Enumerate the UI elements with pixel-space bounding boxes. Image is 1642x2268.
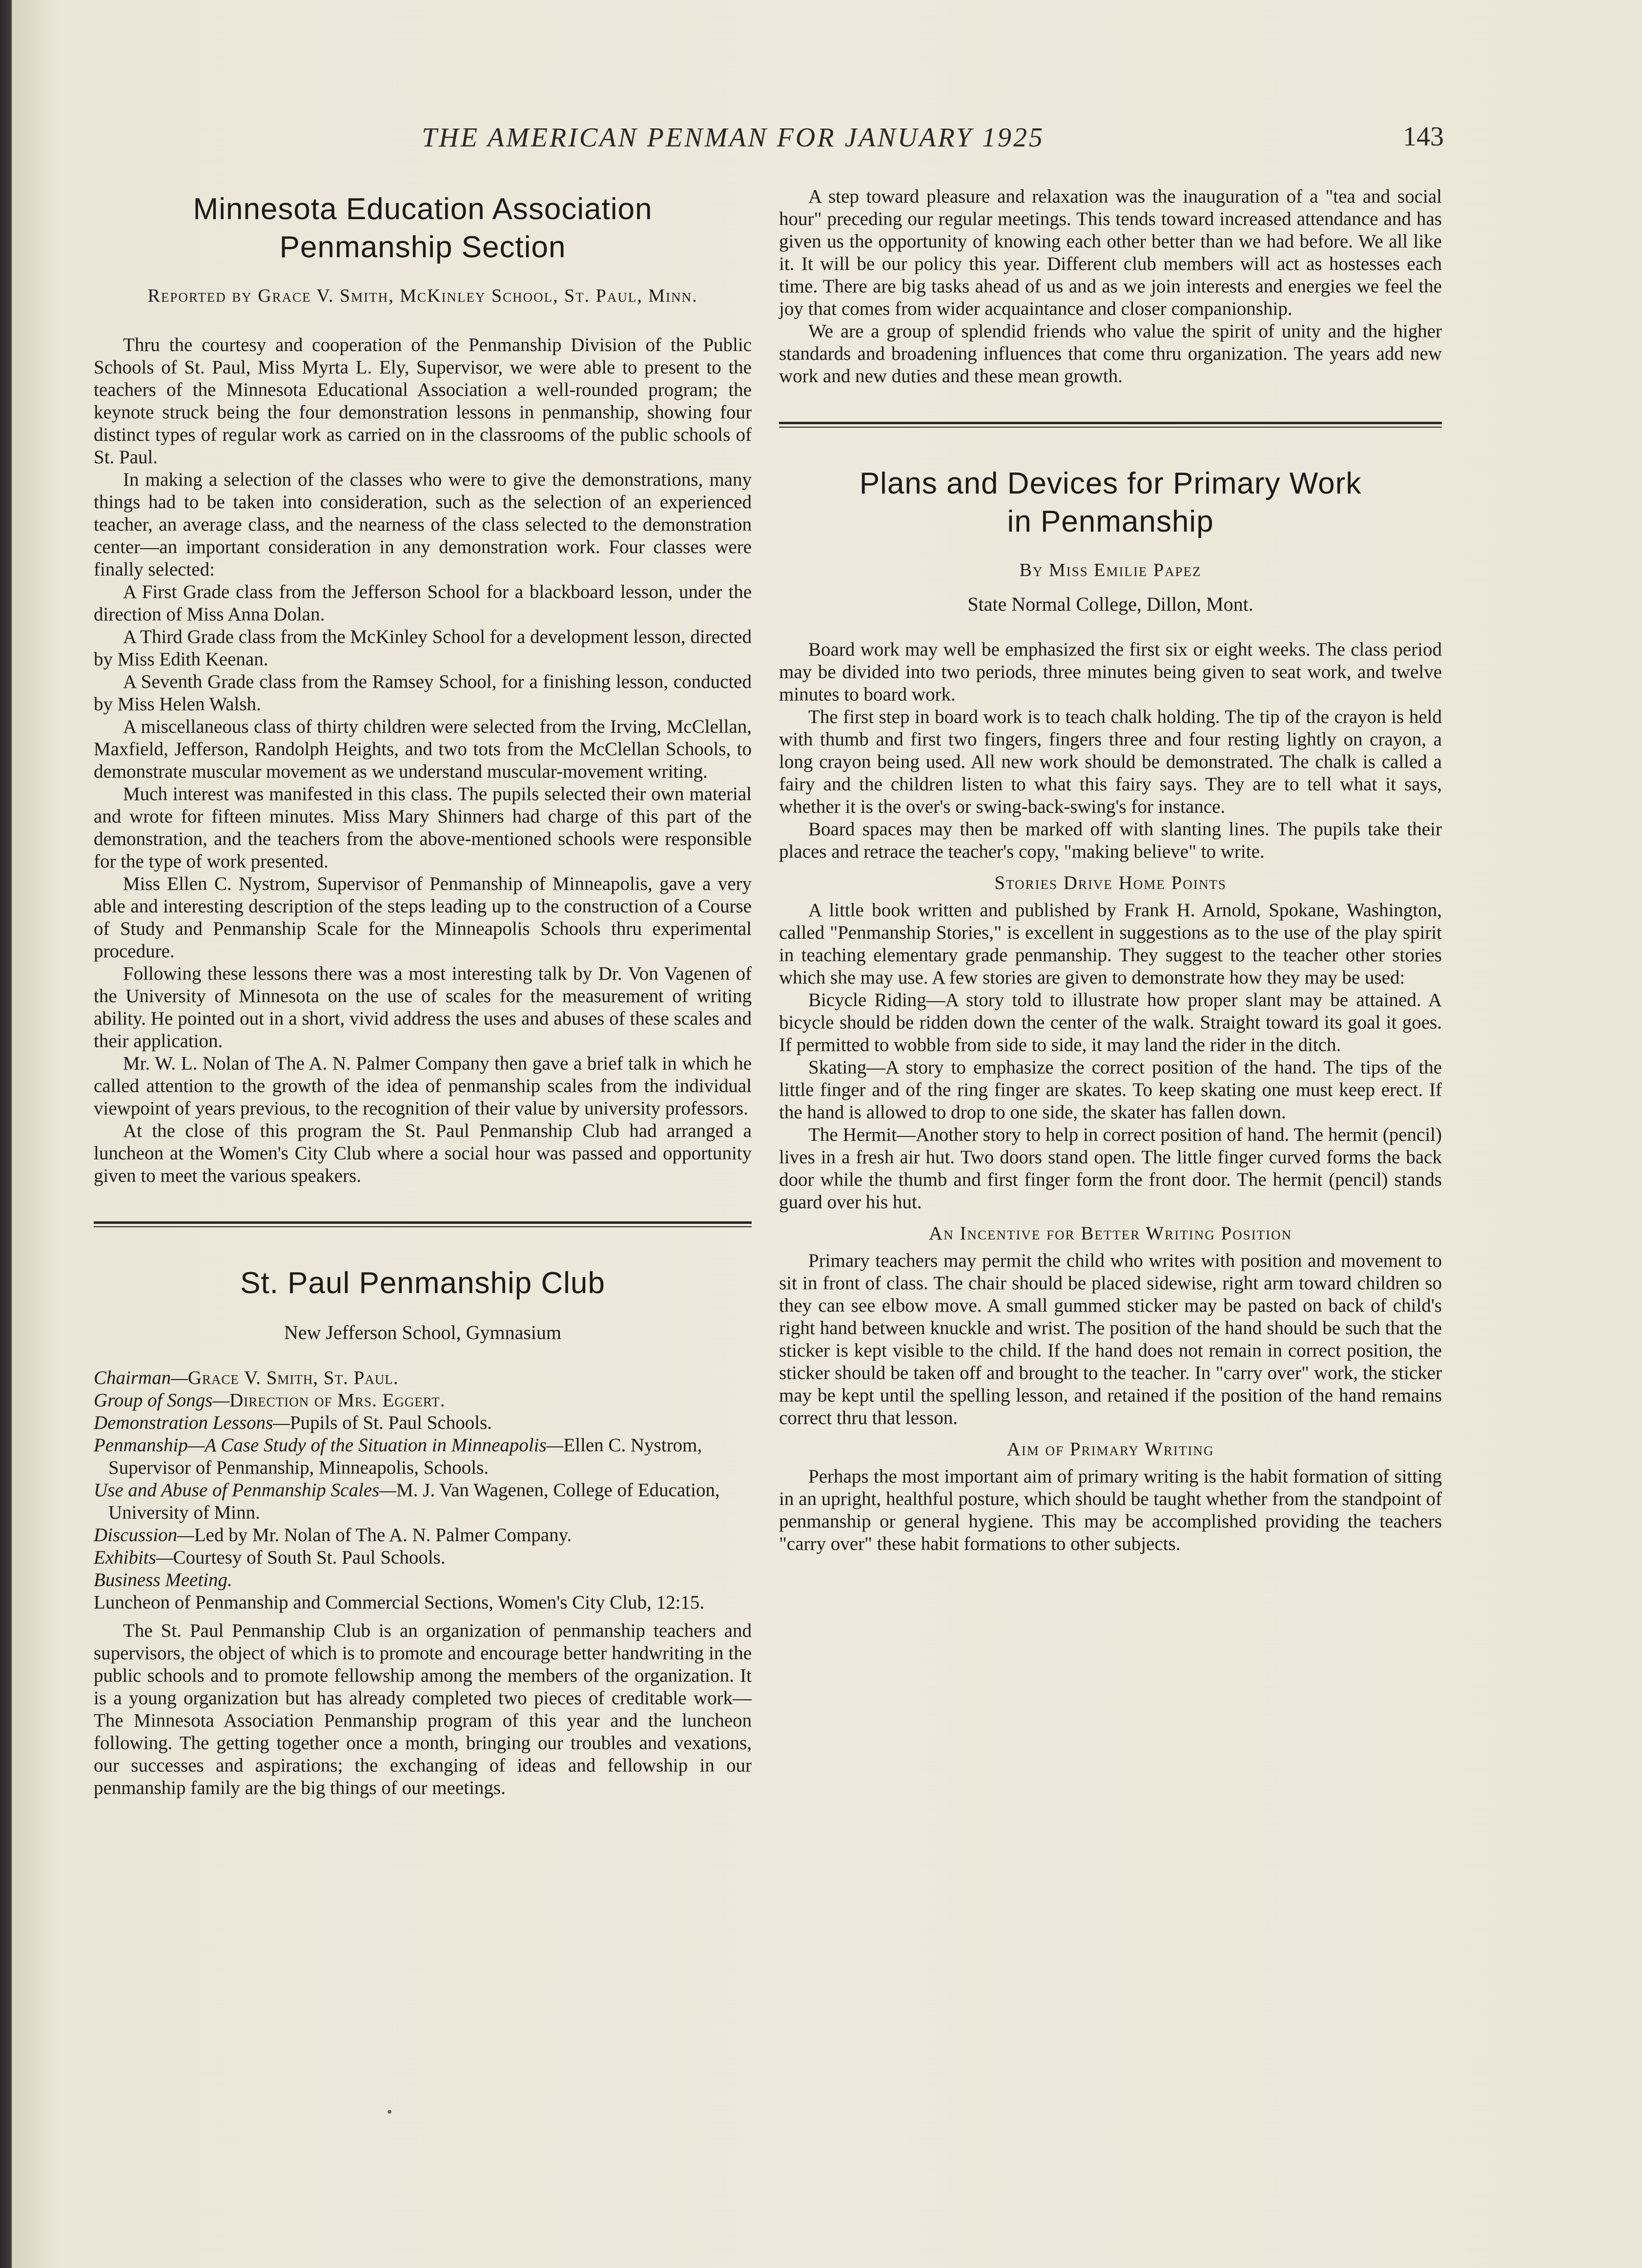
byline-name: Grace V. Smith, McKinley School, St. Paul, Minn. — [258, 286, 698, 306]
title-line: Minnesota Education Association — [193, 192, 653, 226]
program-text: Luncheon of Penmanship and Commercial Sections, Women's City Club, 12:15. — [94, 1592, 705, 1613]
paragraph: A Seventh Grade class from the Ramsey School, for a finishing lesson, conducted by Miss Helen Walsh. — [94, 671, 752, 715]
program-entry — [94, 1479, 752, 1524]
byline-prefix: Reported by — [147, 286, 252, 306]
program-text: Ellen C. Nystrom, Supervisor of Penmanship, Minneapolis, Schools. — [108, 1435, 702, 1478]
print-speck — [388, 2110, 391, 2114]
paragraph: A step toward pleasure and relaxation was the inauguration of a "tea and social hour" preceding our regular meetings. This tends toward increased attendance and has given us the opportunity of knowing each other better than we had before. We all like it. It will be our policy this year. Different club members will act as hostesses each time. There are big tasks ahead of us and as we join interests and energies we feel the joy that comes from wider acquaintance and closer companionship. — [779, 186, 1442, 319]
paragraph: The first step in board work is to teach chalk holding. The tip of the crayon is held with thumb and first two fingers, fingers three and four resting lightly on crayon, a long crayon being used. All new work should be demonstrated. The chalk is called a fairy and the children listen to what this fairy says. They are to tell what it says, whether it is the over's or swing-back-swing's for instance. — [779, 706, 1442, 817]
paragraph: The St. Paul Penmanship Club is an organization of penmanship teachers and supervisors, the object of which is to promote and encourage better handwriting in the public schools and to promote fellowship among the members of the organization. It is a young organization but has already completed two pieces of creditable work—The Minnesota Association Penmanship program of this year and the luncheon following. The getting together once a month, bringing our troubles and vexations, our successes and aspirations; the exchanging of ideas and fellowship in our penmanship family are the big things of our meetings. — [94, 1620, 752, 1798]
program-text: M. J. Van Wagenen, College of Education, University of Minn. — [108, 1480, 720, 1523]
section-heading: Aim of Primary Writing — [1006, 1439, 1214, 1460]
program-entry — [94, 1569, 752, 1591]
byline-smith — [103, 284, 742, 308]
program-text: Courtesy of South St. Paul Schools. — [173, 1547, 446, 1568]
paragraph: In making a selection of the classes who were to give the demonstrations, many things had to be taken into consideration, such as the selection of an experienced teacher, an average class, and the nearness of the class selected to the demonstration center—an important consideration in any demonstration work. Four classes were finally selected: — [94, 469, 752, 580]
paragraph: Mr. W. L. Nolan of The A. N. Palmer Company then gave a brief talk in which he called attention to the growth of the idea of penmanship scales from the individual viewpoint of years previous, to the recognition of their value by university professors. — [94, 1053, 752, 1119]
article-body-minnesota — [94, 334, 752, 1187]
program-label: Penmanship—A Case Study of the Situation in Minneapolis— — [94, 1435, 564, 1456]
paragraph: A First Grade class from the Jefferson School for a blackboard lesson, under the direction of Miss Anna Dolan. — [94, 581, 752, 625]
byline-papez: By Miss Emilie Papez — [1019, 560, 1202, 580]
program-label: Chairman— — [94, 1367, 188, 1388]
program-text: Grace V. Smith, St. Paul. — [187, 1367, 399, 1388]
left-column — [94, 186, 752, 1799]
paragraph: Primary teachers may permit the child who writes with position and movement to sit in front of class. The chair should be placed sidewise, right arm toward children so they can see elbow move. A small gummed sticker may be pasted on back of child's right hand between knuckle and wrist. The position of the hand should be such that the sticker is kept visible to the child. If the hand does not remain in correct position, the sticker should be taken off and brought to the teacher. In "carry over" work, the sticker may be kept until the spelling lesson, and retained if the position of the hand remains correct thru that lesson. — [779, 1250, 1442, 1428]
paragraph: A little book written and published by Frank H. Arnold, Spokane, Washington, called "Penmanship Stories," is excellent in suggestions as to the use of the play spirit in teaching elementary grade penmanship. They suggest to the teacher other stories which she may use. A few stories are given to demonstrate how they may be used: — [779, 900, 1442, 988]
program-list — [94, 1367, 752, 1614]
paragraph: Miss Ellen C. Nystrom, Supervisor of Penmanship of Minneapolis, gave a very able and interesting description of the steps leading up to the construction of a Course of Study and Penmanship Scale for the Minneapolis Schools thru experimental procedure. — [94, 873, 752, 962]
article-title-plans-devices — [779, 465, 1442, 541]
article-title-minnesota — [94, 190, 752, 267]
right-column — [779, 186, 1442, 1555]
paragraph: The Hermit—Another story to help in correct position of hand. The hermit (pencil) lives in a fresh air hut. Two doors stand open. The little finger curved forms the back door while the thumb and first finger form the front door. The hermit (pencil) stands guard over his hut. — [779, 1124, 1442, 1213]
paragraph: We are a group of splendid friends who value the spirit of unity and the higher standards and broadening influences that come thru organization. The years add new work and new duties and these mean growth. — [779, 321, 1442, 387]
program-text: Led by Mr. Nolan of The A. N. Palmer Company. — [194, 1525, 572, 1546]
paragraph: Bicycle Riding—A story told to illustrate how proper slant may be attained. A bicycle should be ridden down the center of the walk. Straight toward its goal it goes. If permitted to wobble from side to side, it may land the rider in the ditch. — [779, 990, 1442, 1055]
section-divider-rule — [779, 422, 1442, 428]
article-subtitle: New Jefferson School, Gymnasium — [284, 1321, 562, 1343]
program-label: Demonstration Lessons— — [94, 1412, 290, 1433]
section-heading: Stories Drive Home Points — [994, 872, 1227, 893]
program-label: Discussion— — [94, 1525, 194, 1546]
author-affiliation: State Normal College, Dillon, Mont. — [967, 593, 1253, 615]
program-text: Direction of Mrs. Eggert. — [229, 1390, 446, 1411]
paragraph: A Third Grade class from the McKinley School for a development lesson, directed by Miss Edith Keenan. — [94, 626, 752, 670]
program-entry — [94, 1367, 752, 1389]
title-line: Plans and Devices for Primary Work — [859, 467, 1362, 500]
program-text: Pupils of St. Paul Schools. — [289, 1412, 492, 1433]
paragraph: At the close of this program the St. Paul Penmanship Club had arranged a luncheon at the Women's City Club where a social hour was passed and opportunity given to meet the various speakers. — [94, 1120, 752, 1186]
magazine-page — [12, 0, 1642, 2268]
paragraph: Perhaps the most important aim of primary writing is the habit formation of sitting in an upright, healthful posture, which should be taught whether from the standpoint of penmanship or general hygiene. This may be accomplished providing the teachers "carry over" these habit formations to other subjects. — [779, 1466, 1442, 1554]
program-entry — [94, 1434, 752, 1479]
paragraph: Following these lessons there was a most interesting talk by Dr. Von Vagenen of the University of Minnesota on the use of scales for the measurement of writing ability. He pointed out in a short, vivid address the uses and abuses of these scales and their application. — [94, 963, 752, 1052]
title-line: Penmanship Section — [279, 230, 566, 264]
program-entry — [94, 1591, 752, 1614]
program-label: Use and Abuse of Penmanship Scales— — [94, 1480, 396, 1501]
paragraph: Thru the courtesy and cooperation of the Penmanship Division of the Public Schools of St. Paul, Miss Myrta L. Ely, Supervisor, we were able to present to the teachers of the Minnesota Educational Association a well-rounded program; the keynote struck being the four demonstration lessons in penmanship, showing four distinct types of regular work as carried on in the classrooms of the public schools of St. Paul. — [94, 334, 752, 468]
paragraph: Board spaces may then be marked off with slanting lines. The pupils take their places and retrace the teacher's copy, "making believe" to write. — [779, 819, 1442, 862]
section-divider-rule — [94, 1221, 752, 1227]
program-label: Business Meeting. — [94, 1569, 232, 1590]
paragraph: Much interest was manifested in this class. The pupils selected their own material and wrote for fifteen minutes. Miss Mary Shinners had charge of this part of the demonstration, and the teachers from the above-mentioned schools were responsible for the type of work presented. — [94, 783, 752, 872]
section-heading: An Incentive for Better Writing Position — [928, 1223, 1293, 1244]
program-label: Exhibits— — [94, 1547, 173, 1568]
paragraph: Skating—A story to emphasize the correct position of the hand. The tips of the little finger and of the ring finger are skates. To keep skating one must keep erect. If the hand is allowed to drop to one side, the skater has fallen down. — [779, 1057, 1442, 1123]
program-entry — [94, 1412, 752, 1434]
title-line: in Penmanship — [1007, 505, 1214, 538]
article-title-st-paul-club: St. Paul Penmanship Club — [240, 1266, 605, 1300]
running-header: THE AMERICAN PENMAN FOR JANUARY 1925 — [422, 123, 1045, 153]
paragraph: Board work may well be emphasized the first six or eight weeks. The class period may be divided into two periods, three minutes being given to seat work, and twelve minutes to board work. — [779, 639, 1442, 705]
paragraph: A miscellaneous class of thirty children were selected from the Irving, McClellan, Maxfield, Jefferson, Randolph Heights, and two tots from the McClellan Schools, to demonstrate muscular movement as we understand muscular-movement writing. — [94, 716, 752, 782]
page-number: 143 — [1403, 122, 1444, 152]
program-entry — [94, 1524, 752, 1546]
program-label: Group of Songs— — [94, 1390, 230, 1411]
program-entry — [94, 1389, 752, 1412]
program-entry — [94, 1546, 752, 1569]
